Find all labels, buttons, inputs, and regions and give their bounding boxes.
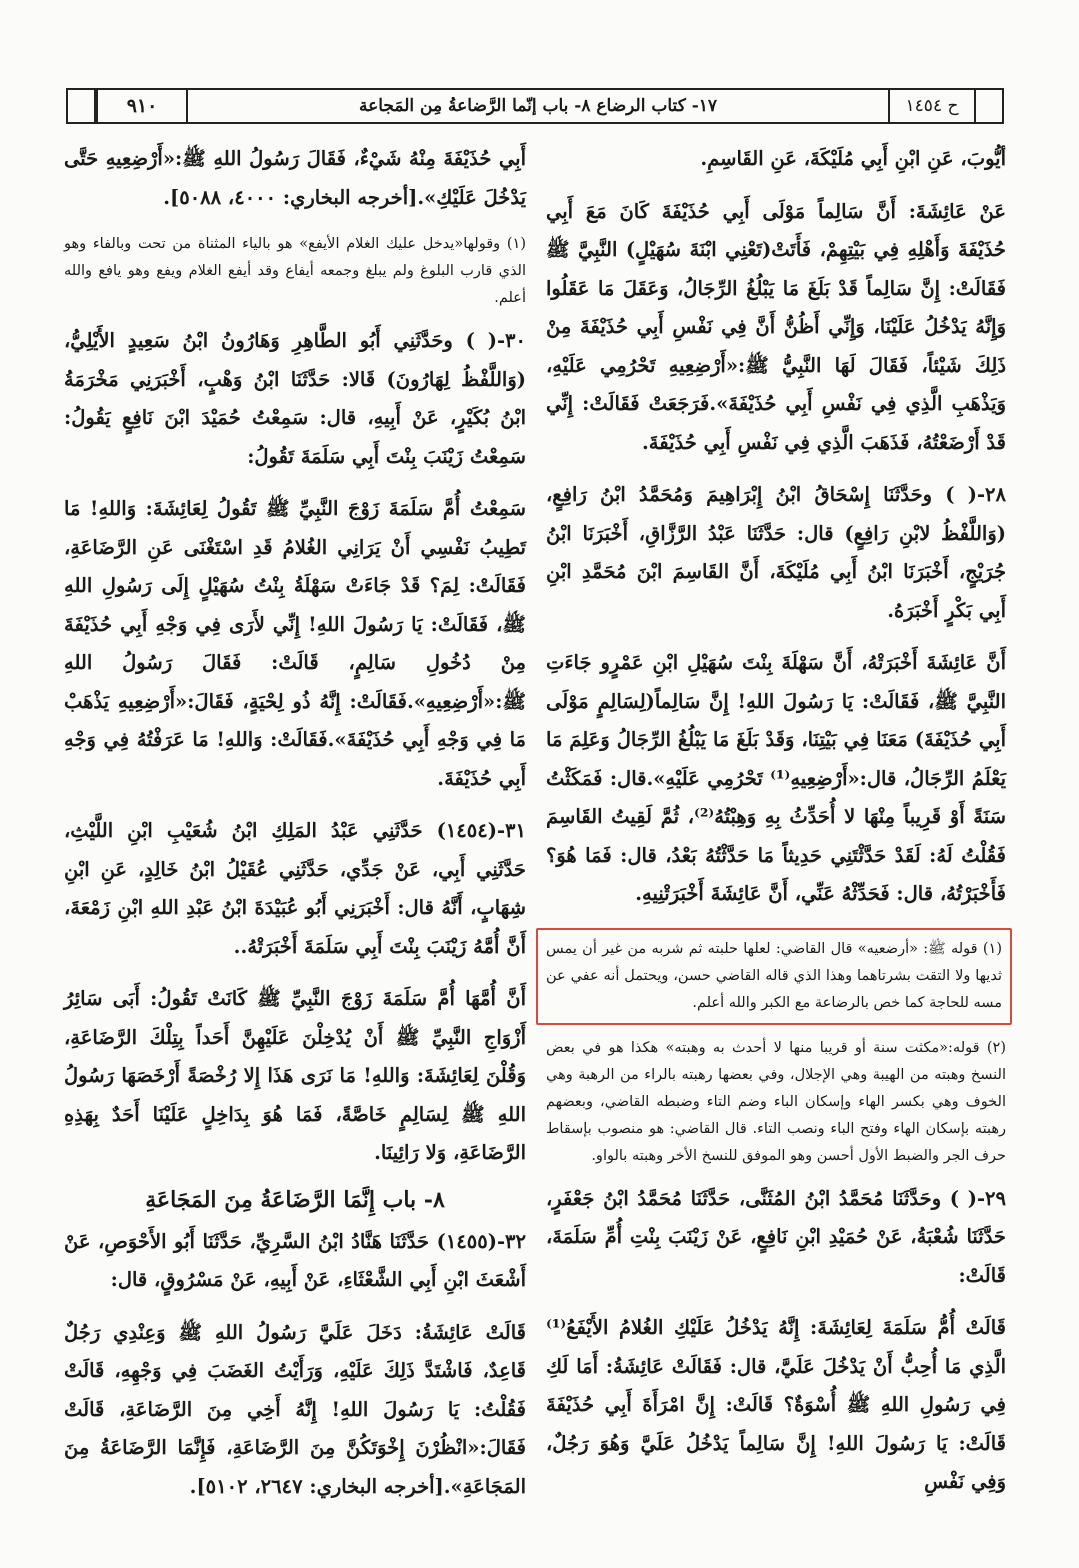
paragraph: قَالَتْ أُمُّ سَلَمَةَ لِعَائِشَةَ: إِنَّهُ يَدْخُلُ عَلَيْكِ الغُلامُ الأَيْفَعُ⁽¹⁾ الَّذِي مَا أُحِبُّ أَنْ يَدْخُلَ عَلَيَّ، قال: فَقَالَتْ عَائِشَةُ: أَمَا لَكِ فِي رَسُولِ اللهِ ﷺ أُسْوَةٌ؟ قَالَتْ: إِنَّ امْرَأَةَ أَبِي حُذَيْفَةَ قَالَتْ: يَا رَسُولَ اللهِ! إِنَّ سَالِماً يَدْخُلُ عَلَيَّ وَهُوَ رَجُلٌ، وَفِي نَفْسِ bbox=[546, 1316, 1006, 1493]
paragraph: أَبِي حُذَيْفَةَ مِنْهُ شَيْءٌ، فَقَالَ رَسُولُ اللهِ ﷺ:«أَرْضِعِيهِ حَتَّى يَدْخُلَ عَلَيْكِ».[أخرجه البخاري: ٤٠٠٠، ٥٠٨٨]. bbox=[64, 147, 526, 209]
paragraph: أَنَّ أُمَّهَا أُمَّ سَلَمَةَ زَوْجَ النَّبِيِّ ﷺ كَانَتْ تَقُولُ: أَبَى سَائِرُ أَزْوَاجِ النَّبِيِّ ﷺ أَنْ يُدْخِلْنَ عَلَيْهِنَّ أَحَداً بِتِلْكَ الرَّضَاعَةِ، وَقُلْنَ لِعَائِشَةَ: وَاللهِ! مَا نَرَى هَذَا إِلا رُخْصَةً أَرْخَصَهَا رَسُولُ اللهِ ﷺ لِسَالِمٍ خَاصَّةً، فَمَا هُوَ بِدَاخِلٍ عَلَيْنَا أَحَدٌ بِهَذِهِ الرَّضَاعَةِ، وَلا رَائِينَا. bbox=[64, 987, 526, 1164]
paragraph: سَمِعْتُ أُمَّ سَلَمَةَ زَوْجَ النَّبِيِّ ﷺ تَقُولُ لِعَائِشَةَ: وَاللهِ! مَا تَطِيبُ نَفْسِي أَنْ يَرَانِي الغُلامُ قَدِ اسْتَغْنَى عَنِ الرَّضَاعَةِ، فَقَالَتْ: لِمَ؟ قَدْ جَاءَتْ سَهْلَةُ بِنْتُ سُهَيْلٍ إِلَى رَسُولِ اللهِ ﷺ، فَقَالَتْ: يَا رَسُولَ اللهِ! إِنِّي لأَرَى فِي وَجْهِ أَبِي حُذَيْفَةَ مِنْ دُخُولِ سَالِمٍ، قَالَتْ: فَقَالَ رَسُولُ اللهِ ﷺ:«أَرْضِعِيهِ».فَقَالَتْ: إِنَّهُ ذُو لِحْيَةٍ، فَقَالَ:«أَرْضِعِيهِ يَذْهَبْ مَا فِي وَجْهِ أَبِي حُذَيْفَةَ».فَقَالَتْ: وَاللهِ! مَا عَرَفْتُهُ فِي وَجْهِ أَبِي حُذَيْفَةَ. bbox=[64, 497, 526, 790]
header-title: ١٧- كتاب الرضاع ٨- باب إنّما الرَّضاعةُ مِن المَجاعة bbox=[186, 90, 888, 122]
paragraph: أَنَّ عَائِشَةَ أَخْبَرَتْهُ، أَنَّ سَهْلَةَ بِنْتَ سُهَيْلِ ابْنِ عَمْرٍو جَاءَتِ النَّبِيَّ ﷺ، فَقَالَتْ: يَا رَسُولَ اللهِ! إِنَّ سَالِماً(لِسَالِمٍ مَوْلَى أَبِي حُذَيْفَةَ) مَعَنَا فِي بَيْتِنَا، وَقَدْ بَلَغَ مَا يَبْلُغُ الرِّجَالُ وَعَلِمَ مَا يَعْلَمُ الرِّجَالُ، قال:«أَرْضِعِيهِ⁽¹⁾ تَحْرُمِي عَلَيْهِ».قال: فَمَكَثْتُ سَنَةً أَوْ قَرِيباً مِنْهَا لا أُحَدِّثُ بِهِ وَهِبْتُهُ⁽²⁾، ثُمَّ لَقِيتُ القَاسِمَ فَقُلْتُ لَهُ: لَقَدْ حَدَّثْتَنِي حَدِيثاً مَا حَدَّثْتُهُ بَعْدُ، قال: فَمَا هُوَ؟ فَأَخْبَرْتُهُ، قال: فَحَدِّثْهُ عَنِّي، أَنَّ عَائِشَةَ أَخْبَرَتْنِيهِ. bbox=[546, 651, 1007, 905]
paragraph: أيُّوبَ، عَنِ ابْنِ أَبِي مُلَيْكَةَ، عَنِ القَاسِمِ. bbox=[700, 147, 1006, 170]
right-column bbox=[546, 140, 1006, 1516]
paragraph: ٣١-(١٤٥٤) حَدَّثَنِي عَبْدُ المَلِكِ ابْنُ شُعَيْبِ ابْنِ اللَّيْثِ، حَدَّثَنِي أَبِي، عَنْ جَدِّي، حَدَّثَنِي عُقَيْلُ ابْنُ خَالِدٍ، عَنِ ابْنِ شِهَابٍ، أَنَّهُ قال: أَخْبَرَنِي أَبُو عُبَيْدَةَ ابْنُ عَبْدِ اللهِ ابْنِ زَمْعَةَ، أَنَّ أُمَّهُ زَيْنَبَ بِنْتَ أَبِي سَلَمَةَ أَخْبَرَتْهُ.. bbox=[64, 819, 526, 958]
chapter-heading: ٨- باب إِنَّمَا الرَّضَاعَةُ مِنَ المَجَاعَةِ bbox=[145, 1186, 445, 1213]
header-page-number: ٩١٠ bbox=[96, 90, 186, 122]
header-edge-left bbox=[68, 90, 96, 122]
paragraph: ٣٠-( ) وحَدَّثَنِي أَبُو الطَّاهِرِ وَهَارُونُ ابْنُ سَعِيدٍ الأَيْلِيُّ،(وَاللَّفْظُ لِهَارُونَ) قَالا: حَدَّثَنَا ابْنُ وَهْبٍ، أَخْبَرَنِي مَخْرَمَةُ ابْنُ بُكَيْرٍ، عَنْ أَبِيهِ، قال: سَمِعْتُ حُمَيْدَ ابْنَ نَافِعٍ يَقُولُ: سَمِعْتُ زَيْنَبَ بِنْتَ أَبِي سَلَمَةَ تَقُولُ: bbox=[64, 329, 526, 468]
paragraph: ٢٩-( ) وحَدَّثَنَا مُحَمَّدُ ابْنُ المُثَنَّى، حَدَّثَنَا مُحَمَّدُ ابْنُ جَعْفَرٍ، حَدَّثَنَا شُعْبَةُ، عَنْ حُمَيْدِ ابْنِ نَافِعٍ، عَنْ زَيْنَبَ بِنْتِ أُمِّ سَلَمَةَ، قَالَتْ: bbox=[546, 1186, 1006, 1287]
highlighted-footnote bbox=[536, 928, 1012, 1025]
paragraph: قَالَتْ عَائِشَةُ: دَخَلَ عَلَيَّ رَسُولُ اللهِ ﷺ وَعِنْدِي رَجُلٌ قَاعِدٌ، فَاشْتَدَّ ذَلِكَ عَلَيْهِ، وَرَأَيْتُ الغَضَبَ فِي وَجْهِهِ، قَالَتْ فَقُلْتُ: يَا رَسُولَ اللهِ! إِنَّهُ أَخِي مِنَ الرَّضَاعَةِ، قَالَتْ فَقَالَ:«انْظُرْنَ إِخْوَتَكُنَّ مِنَ الرَّضَاعَةِ، فَإِنَّمَا الرَّضَاعَةُ مِنَ المَجَاعَةِ».[أخرجه البخاري: ٢٦٤٧، ٥١٠٢]. bbox=[64, 1320, 526, 1498]
footnote-1: (١) قوله ﷺ: «أرضعيه» قال القاضي: لعلها حلبته ثم شربه من غير أن يمس ثديها ولا التقت بشرتاهما وهذا الذي قاله القاضي حسن، ويحتمل أنه عفي عن مسه للحاجة كما خص بالرضاعة مع الكبر والله أعلم. bbox=[546, 940, 1002, 1011]
footnote-1: (١) وقولها«يدخل عليك الغلام الأيفع» هو بالياء المثناة من تحت وبالفاء وهو الذي قارب البلوغ ولم يبلغ وجمعه أيفاع وقد أيفع الغلام ويفع وهو يافع والله أعلم. bbox=[64, 236, 526, 306]
left-column bbox=[64, 140, 526, 1520]
paragraph: ٢٨-( ) وحَدَّثَنَا إِسْحَاقُ ابْنُ إِبْرَاهِيمَ وَمُحَمَّدُ ابْنُ رَافِعٍ،(وَاللَّفْظُ لابْنِ رَافِعٍ) قال: حَدَّثَنَا عَبْدُ الرَّزَّاقِ، أَخْبَرَنَا ابْنُ جُرَيْجٍ، أَخْبَرَنَا ابْنُ أَبِي مُلَيْكَةَ، أَنَّ القَاسِمَ ابْنَ مُحَمَّدِ ابْنِ أَبِي بَكْرٍ أَخْبَرَهُ. bbox=[546, 483, 1006, 622]
paragraph: عَنْ عَائِشَةَ: أَنَّ سَالِماً مَوْلَى أَبِي حُذَيْفَةَ كَانَ مَعَ أَبِي حُذَيْفَةَ وَأَهْلِهِ فِي بَيْتِهِمْ، فَأَتَتْ(تَعْنِي ابْنَةَ سُهَيْلٍ) النَّبِيَّ ﷺ فَقَالَتْ: إِنَّ سَالِماً قَدْ بَلَغَ مَا يَبْلُغُ الرِّجَالُ، وَعَقَلَ مَا عَقَلُوا وَإِنَّهُ يَدْخُلُ عَلَيْنَا، وَإِنِّي أَظُنُّ أَنَّ فِي نَفْسِ أَبِي حُذَيْفَةَ مِنْ ذَلِكَ شَيْئاً، فَقَالَ لَهَا النَّبِيُّ ﷺ:«أَرْضِعِيهِ تَحْرُمِي عَلَيْهِ، وَيَذْهَبِ الَّذِي فِي نَفْسِ أَبِي حُذَيْفَةَ».فَرَجَعَتْ فَقَالَتْ: إِنِّي قَدْ أَرْضَعْتُهُ، فَذَهَبَ الَّذِي فِي نَفْسِ أَبِي حُذَيْفَةَ. bbox=[546, 199, 1006, 454]
header-edge-right bbox=[974, 90, 1002, 122]
page-header bbox=[66, 88, 1004, 124]
header-hadith-ref: ح ١٤٥٤ bbox=[888, 90, 974, 122]
footnote-2: (٢) قوله:«مكثت سنة أو قريبا منها لا أحدث به وهبته» هكذا هو في بعض النسخ وهبته من الهيبة وهي الإجلال، وفي بعضها رهبته بالراء من الرهبة وهي الخوف وهي بكسر الهاء وإسكان الباء وضم التاء وضبطه القاضي، وبعضهم رهبته بإسكان الهاء وفتح الباء ونصب التاء. قال القاضي: هو منصوب بإسقاط حرف الجر والضبط الأول أحسن وهو الموفق للنسخ الأخر وهبته بالواو. bbox=[546, 1039, 1006, 1164]
paragraph: ٣٢-(١٤٥٥) حَدَّثَنَا هَنَّادُ ابْنُ السَّرِيِّ، حَدَّثَنَا أَبُو الأَحْوَصِ، عَنْ أَشْعَثَ ابْنِ أَبِي الشَّعْثَاءِ، عَنْ أَبِيهِ، عَنْ مَسْرُوقٍ، قال: bbox=[64, 1229, 526, 1291]
